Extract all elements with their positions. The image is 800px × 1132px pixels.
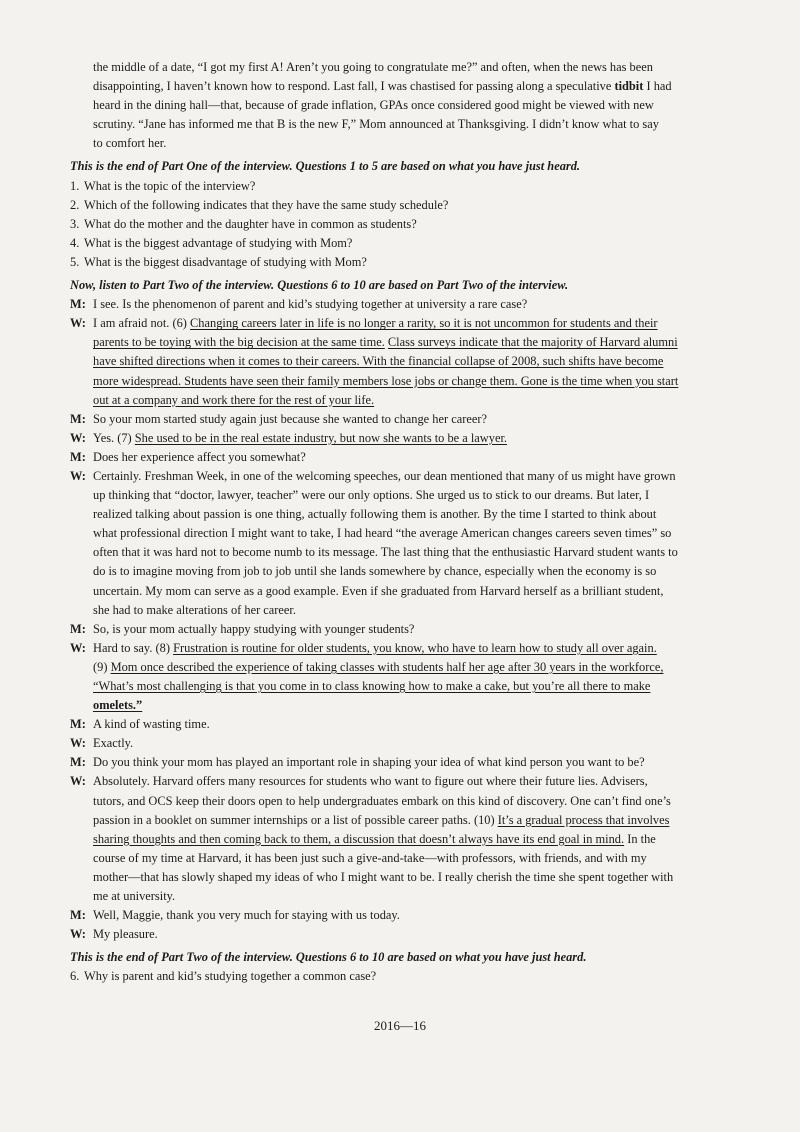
question-item	[70, 967, 732, 986]
turn-line: course of my time at Harvard, it has been just such a give-and-take—with professors, with friends, and with my	[93, 850, 647, 865]
turn-text: passion in a booklet on summer internships or a list of possible career paths. (10)	[93, 812, 495, 827]
turn-line: mother—that has slowly shaped my ideas of who I might want to be. I really cherish the time she spent together with	[93, 869, 674, 884]
speaker-label: W:	[70, 736, 86, 751]
underlined-answer: Frustration is routine for older students, you know, who have to learn how to study all over again.	[173, 640, 657, 655]
underlined-answer: She used to be in the real estate industry, but now she wants to be a lawyer.	[134, 430, 507, 445]
speaker-label: M:	[70, 908, 86, 923]
turn-line	[93, 830, 732, 849]
questions-1-5	[70, 177, 732, 272]
turn-line: up thinking that “doctor, lawyer, teacher” were our only options. She urged us to stick to our dreams. But later, I	[93, 488, 650, 503]
dialogue-turn	[70, 295, 732, 314]
intro-line: heard in the dining hall—that, because of grade inflation, GPAs once considered good might be viewed with new	[93, 98, 654, 113]
turn-line: uncertain. My mom can serve as a good example. Even if she graduated from Harvard herself as a brilliant student,	[93, 583, 664, 598]
turn-text: Do you think your mom has played an important role in shaping your idea of what kind person you want to be?	[93, 755, 645, 770]
turn-line	[93, 314, 732, 333]
dialogue-turn	[70, 925, 732, 944]
dialogue-turn	[70, 906, 732, 925]
underlined-answer: It’s a gradual process that involves	[497, 812, 670, 827]
intro-text: I had	[646, 79, 672, 94]
turn-text: Does her experience affect you somewhat?	[93, 449, 306, 464]
keyword-omelets: omelets.”	[93, 698, 143, 713]
dialogue-turn	[70, 410, 732, 429]
turn-text	[93, 314, 732, 409]
question-text: What do the mother and the daughter have in common as students?	[84, 216, 417, 231]
turn-text: So your mom started study again just because she wanted to change her career?	[93, 411, 487, 426]
answer-marker: Hard to say. (8)	[93, 640, 170, 655]
underlined-answer: Changing careers later in life is no longer a rarity, so it is not uncommon for students and their	[190, 316, 658, 331]
intro-text: disappointing, I haven’t known how to respond. Last fall, I was chastised for passing along a speculative	[93, 79, 612, 94]
turn-line	[93, 658, 732, 677]
dialogue-turn	[70, 620, 732, 639]
speaker-label: W:	[70, 430, 86, 445]
part-two-intro-heading: Now, listen to Part Two of the interview. Questions 6 to 10 are based on Part Two of the interview.	[70, 278, 569, 293]
dialogue-turn	[70, 734, 732, 753]
speaker-label: M:	[70, 621, 86, 636]
dialogue-turn	[70, 467, 732, 620]
turn-line	[93, 391, 732, 410]
dialogue-turn	[70, 753, 732, 772]
underlined-answer: have shifted directions when it comes to their careers. With the financial collapse of 2008, such shifts have become	[93, 354, 664, 369]
turn-line: often that it was hard not to become numb to its message. The last thing that the enthusiastic Harvard student wants to	[93, 545, 678, 560]
underlined-answer: parents to be toying with the big decision at the same time.	[93, 335, 385, 350]
underlined-answer: sharing thoughts and then coming back to them, a discussion that doesn’t always have its end goal in mind.	[93, 831, 625, 846]
turn-text	[93, 772, 732, 906]
question-text: Which of the following indicates that they have the same study schedule?	[84, 197, 449, 212]
speaker-label: M:	[70, 755, 86, 770]
turn-line: realized talking about passion is one thing, actually following them is another. By the time I started to think about	[93, 507, 657, 522]
speaker-label: W:	[70, 316, 86, 331]
intro-line: scrutiny. “Jane has informed me that B is the new F,” Mom announced at Thanksgiving. I didn’t know what to say	[93, 117, 659, 132]
turn-line: do is to imagine moving from job to job until she lands somewhere by chance, especially when the economy is so	[93, 564, 657, 579]
speaker-label: M:	[70, 449, 86, 464]
turn-text	[93, 467, 732, 620]
underlined-answer: more widespread. Students have seen their family members lose jobs or change them. Gone is the time when you start	[93, 373, 679, 388]
turn-text: My pleasure.	[93, 927, 158, 942]
speaker-label: W:	[70, 468, 86, 483]
dialogue	[70, 295, 732, 944]
speaker-label: W:	[70, 927, 86, 942]
dialogue-turn	[70, 639, 732, 715]
speaker-label: W:	[70, 774, 86, 789]
question-item	[70, 234, 732, 253]
intro-line: to comfort her.	[93, 136, 167, 151]
turn-line: tutors, and OCS keep their doors open to help undergraduates embark on this kind of discovery. One can’t find one’s	[93, 793, 671, 808]
question-text: What is the biggest disadvantage of studying with Mom?	[84, 254, 367, 269]
intro-line	[93, 77, 732, 96]
keyword-tidbit: tidbit	[614, 79, 644, 94]
underlined-answer: Mom once described the experience of taking classes with students half her age after 30 years in the workforce,	[110, 659, 664, 674]
turn-text: In the	[627, 831, 656, 846]
turn-line	[93, 639, 732, 658]
page-content	[70, 58, 732, 987]
turn-line	[93, 696, 732, 715]
question-number: 4.	[70, 235, 80, 250]
question-item	[70, 253, 732, 272]
turn-line: me at university.	[93, 889, 176, 904]
question-number: 5.	[70, 254, 80, 269]
question-item	[70, 215, 732, 234]
dialogue-turn	[70, 772, 732, 906]
turn-text: So, is your mom actually happy studying with younger students?	[93, 621, 415, 636]
question-text: What is the biggest advantage of studying with Mom?	[84, 235, 353, 250]
underlined-answer: “What’s most challenging is that you come in to class knowing how to make a cake, but you’re all there to make	[93, 679, 651, 693]
part-one-end-heading: This is the end of Part One of the interview. Questions 1 to 5 are based on what you have just heard.	[70, 159, 581, 174]
turn-text: A kind of wasting time.	[93, 717, 210, 732]
question-number: 6.	[70, 969, 80, 984]
speaker-label: W:	[70, 640, 86, 655]
speaker-label: M:	[70, 297, 86, 312]
speaker-label: M:	[70, 717, 86, 732]
intro-paragraph	[70, 58, 732, 153]
dialogue-turn	[70, 314, 732, 409]
underlined-answer: out at a company and work there for the rest of your life.	[93, 392, 375, 407]
question-item	[70, 177, 732, 196]
speaker-label: M:	[70, 411, 86, 426]
turn-line: Absolutely. Harvard offers many resources for students who want to figure out where their future lies. Advisers,	[93, 774, 648, 789]
turn-line: Certainly. Freshman Week, in one of the welcoming speeches, our dean mentioned that many of us might have grown	[93, 468, 676, 483]
turn-line: what professional direction I might want to take, I had heard “the average American changes careers seven times” so	[93, 526, 672, 541]
question-item	[70, 196, 732, 215]
question-text: Why is parent and kid’s studying together a common case?	[84, 969, 377, 984]
turn-text	[93, 429, 732, 448]
turn-line	[93, 333, 732, 352]
question-number: 1.	[70, 178, 80, 193]
turn-text: I see. Is the phenomenon of parent and kid’s studying together at university a rare case?	[93, 297, 528, 312]
turn-text: Exactly.	[93, 736, 134, 751]
question-number: 3.	[70, 216, 80, 231]
turn-line: she had to make alterations of her career.	[93, 602, 296, 617]
dialogue-turn	[70, 448, 732, 467]
answer-marker: Yes. (7)	[93, 430, 132, 445]
page-number: 2016—16	[374, 1018, 426, 1033]
underlined-answer: Class surveys indicate that the majority of Harvard alumni	[387, 335, 678, 350]
intro-line: the middle of a date, “I got my first A! Aren’t you going to congratulate me?” and often, when the news has been	[93, 60, 653, 74]
turn-line	[93, 811, 732, 830]
answer-marker: I am afraid not. (6)	[93, 316, 187, 331]
answer-marker: (9)	[93, 659, 108, 674]
turn-text: Well, Maggie, thank you very much for staying with us today.	[93, 908, 400, 923]
turn-text	[93, 639, 732, 715]
question-number: 2.	[70, 197, 80, 212]
question-text: What is the topic of the interview?	[84, 178, 256, 193]
dialogue-turn	[70, 715, 732, 734]
part-two-end-heading: This is the end of Part Two of the interview. Questions 6 to 10 are based on what you have just heard.	[70, 950, 587, 965]
dialogue-turn	[70, 429, 732, 448]
